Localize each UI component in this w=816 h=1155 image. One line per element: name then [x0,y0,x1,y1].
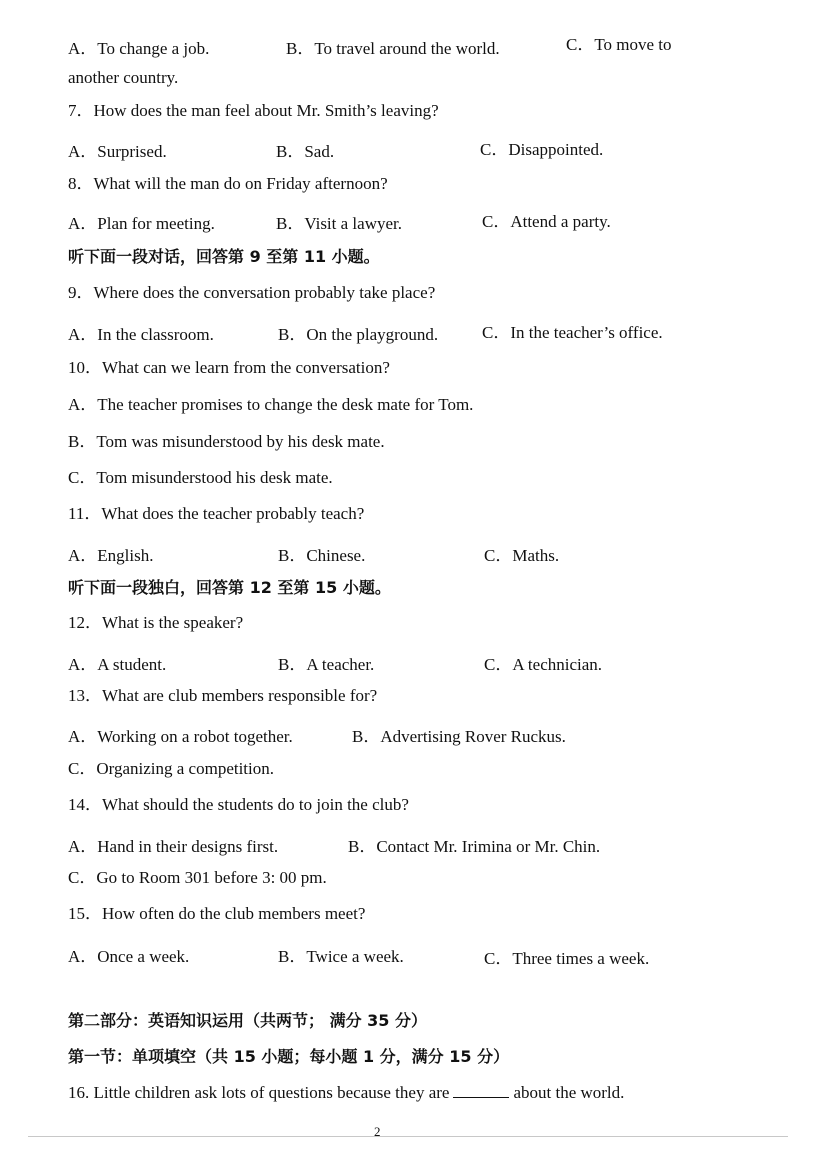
q7-question: 7．How does the man feel about Mr. Smith’s leaving? [68,101,439,120]
footer-divider [28,1136,788,1137]
q14-question: 14．What should the students do to join the club? [68,795,409,814]
q9-option-a: A．In the classroom. [68,325,214,344]
q13-question: 13．What are club members responsible for? [68,686,378,705]
q12-option-a: A．A student. [68,655,167,674]
q9-option-b: B．On the playground. [278,325,439,344]
q6-option-b: B．To travel around the world. [286,39,500,58]
q6-option-a: A．To change a job. [68,39,210,58]
q11-option-a: A．English. [68,546,154,565]
q16-text-before: 16. Little children ask lots of questions because they are [68,1083,450,1102]
q10-option-a: A．The teacher promises to change the desk mate for Tom. [68,395,474,414]
q7-option-c: C．Disappointed. [480,140,604,159]
q8-option-b: B．Visit a lawyer. [276,214,402,233]
q16-text-after: about the world. [513,1083,625,1102]
q15-option-a: A．Once a week. [68,947,190,966]
q6-option-c-continuation: another country. [68,68,179,87]
q10-option-b: B．Tom was misunderstood by his desk mate. [68,432,385,451]
q16-question [68,1082,624,1104]
part2-section1-heading: 第一节：单项填空（共 15 小题；每小题 1 分，满分 15 分） [68,1047,510,1066]
q7-option-a: A．Surprised. [68,142,167,161]
q9-option-c: C．In the teacher’s office. [482,323,663,342]
q6-option-c: C．To move to [566,35,672,54]
q7-option-b: B．Sad. [276,142,335,161]
q14-option-b: B．Contact Mr. Irimina or Mr. Chin. [348,837,601,856]
page-number: 2 [374,1124,381,1139]
q11-option-b: B．Chinese. [278,546,366,565]
q8-option-a: A．Plan for meeting. [68,214,215,233]
q13-option-c: C．Organizing a competition. [68,759,275,778]
q14-option-c: C．Go to Room 301 before 3: 00 pm. [68,868,327,887]
q12-option-b: B．A teacher. [278,655,375,674]
section-heading-9-11: 听下面一段对话，回答第 9 至第 11 小题。 [68,247,380,266]
q13-option-a: A．Working on a robot together. [68,727,293,746]
q12-option-c: C．A technician. [484,655,603,674]
section-heading-12-15: 听下面一段独白，回答第 12 至第 15 小题。 [68,578,391,597]
part2-heading: 第二部分：英语知识运用（共两节； 满分 35 分） [68,1011,427,1030]
q15-option-c: C．Three times a week. [484,949,650,968]
q10-option-c: C．Tom misunderstood his desk mate. [68,468,333,487]
q12-question: 12．What is the speaker? [68,613,244,632]
q14-option-a: A．Hand in their designs first. [68,837,279,856]
q9-question: 9．Where does the conversation probably take place? [68,283,436,302]
q11-question: 11．What does the teacher probably teach? [68,504,365,523]
q8-question: 8．What will the man do on Friday afternoon? [68,174,388,193]
q8-option-c: C．Attend a party. [482,212,611,231]
q15-question: 15．How often do the club members meet? [68,904,366,923]
q10-question: 10．What can we learn from the conversation? [68,358,390,377]
q16-answer-blank [453,1083,509,1098]
q11-option-c: C．Maths. [484,546,560,565]
q15-option-b: B．Twice a week. [278,947,404,966]
q13-option-b: B．Advertising Rover Ruckus. [352,727,566,746]
